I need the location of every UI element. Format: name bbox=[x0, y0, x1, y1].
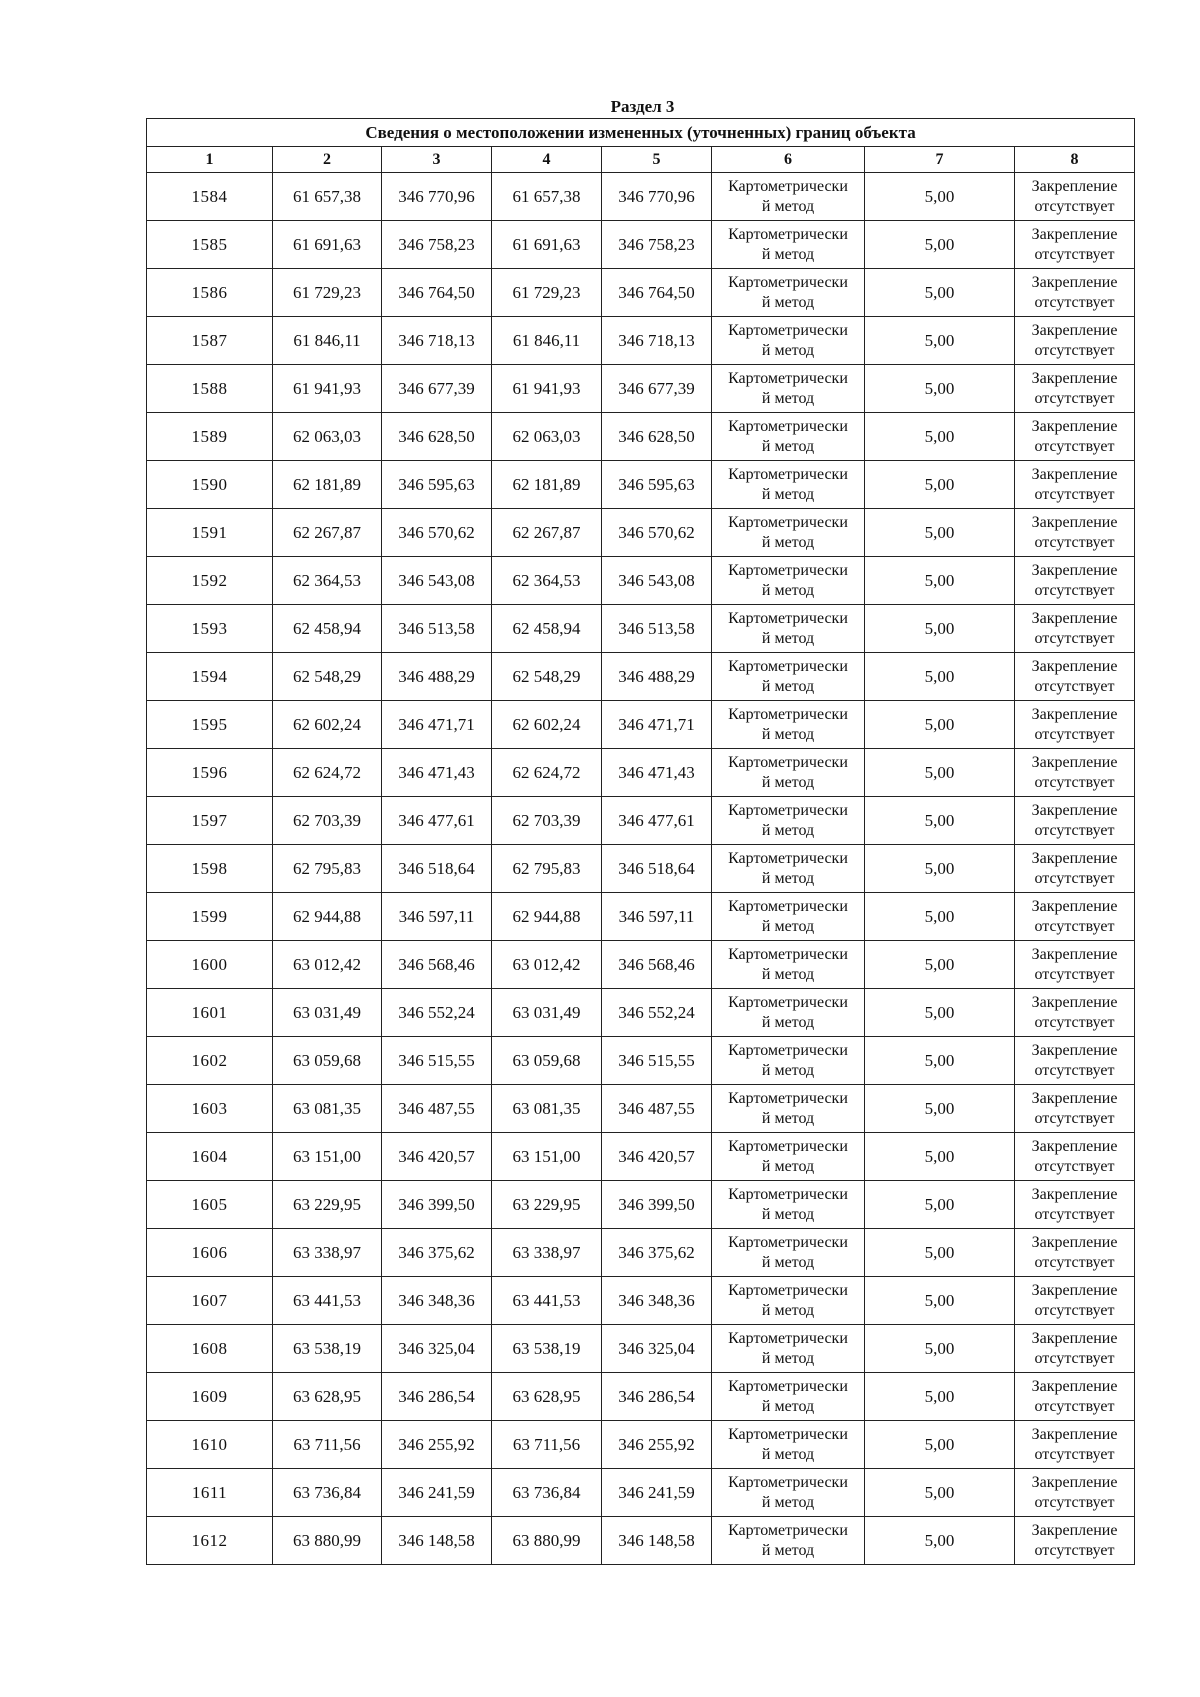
table-cell-col-8: Закрепление отсутствует bbox=[1015, 845, 1135, 893]
table-cell-col-7: 5,00 bbox=[865, 1421, 1015, 1469]
table-cell-col-4: 62 795,83 bbox=[492, 845, 602, 893]
table-cell-col-7: 5,00 bbox=[865, 1085, 1015, 1133]
table-cell-col-6: Картометрически й метод bbox=[712, 1373, 865, 1421]
table-cell-col-8: Закрепление отсутствует bbox=[1015, 701, 1135, 749]
table-cell-col-7: 5,00 bbox=[865, 653, 1015, 701]
table-cell-col-3: 346 148,58 bbox=[382, 1517, 492, 1565]
table-cell-col-7: 5,00 bbox=[865, 509, 1015, 557]
table-cell-col-7: 5,00 bbox=[865, 1133, 1015, 1181]
table-cell-col-4: 63 538,19 bbox=[492, 1325, 602, 1373]
column-number-7: 7 bbox=[865, 147, 1015, 173]
table-cell-col-7: 5,00 bbox=[865, 1229, 1015, 1277]
table-cell-col-6: Картометрически й метод bbox=[712, 221, 865, 269]
table-cell-col-4: 61 941,93 bbox=[492, 365, 602, 413]
table-cell-col-7: 5,00 bbox=[865, 557, 1015, 605]
table-cell-col-2: 62 795,83 bbox=[273, 845, 382, 893]
table-cell-col-7: 5,00 bbox=[865, 1373, 1015, 1421]
table-cell-col-3: 346 677,39 bbox=[382, 365, 492, 413]
table-cell-col-8: Закрепление отсутствует bbox=[1015, 989, 1135, 1037]
table-cell-col-8: Закрепление отсутствует bbox=[1015, 1037, 1135, 1085]
table-cell-col-1: 1594 bbox=[147, 653, 273, 701]
column-number-2: 2 bbox=[273, 147, 382, 173]
table-cell-col-6: Картометрически й метод bbox=[712, 557, 865, 605]
table-cell-col-6: Картометрически й метод bbox=[712, 1421, 865, 1469]
table-cell-col-3: 346 255,92 bbox=[382, 1421, 492, 1469]
table-cell-col-5: 346 677,39 bbox=[602, 365, 712, 413]
table-row bbox=[147, 1421, 1135, 1469]
table-cell-col-8: Закрепление отсутствует bbox=[1015, 413, 1135, 461]
table-cell-col-5: 346 570,62 bbox=[602, 509, 712, 557]
table-cell-col-4: 63 012,42 bbox=[492, 941, 602, 989]
section-title: Раздел 3 bbox=[610, 97, 675, 116]
column-number-5: 5 bbox=[602, 147, 712, 173]
table-cell-col-5: 346 515,55 bbox=[602, 1037, 712, 1085]
table-cell-col-5: 346 348,36 bbox=[602, 1277, 712, 1325]
table-cell-col-1: 1600 bbox=[147, 941, 273, 989]
column-number-row bbox=[147, 147, 1135, 173]
table-cell-col-8: Закрепление отсутствует bbox=[1015, 461, 1135, 509]
table-cell-col-7: 5,00 bbox=[865, 1325, 1015, 1373]
table-cell-col-5: 346 487,55 bbox=[602, 1085, 712, 1133]
table-cell-col-1: 1589 bbox=[147, 413, 273, 461]
table-cell-col-3: 346 477,61 bbox=[382, 797, 492, 845]
table-cell-col-4: 63 151,00 bbox=[492, 1133, 602, 1181]
table-cell-col-2: 61 691,63 bbox=[273, 221, 382, 269]
table-cell-col-4: 63 059,68 bbox=[492, 1037, 602, 1085]
table-cell-col-5: 346 597,11 bbox=[602, 893, 712, 941]
table-cell-col-2: 62 602,24 bbox=[273, 701, 382, 749]
table-row bbox=[147, 317, 1135, 365]
table-body bbox=[147, 173, 1135, 1565]
table-cell-col-6: Картометрически й метод bbox=[712, 605, 865, 653]
table-cell-col-5: 346 595,63 bbox=[602, 461, 712, 509]
table-cell-col-3: 346 375,62 bbox=[382, 1229, 492, 1277]
table-cell-col-7: 5,00 bbox=[865, 989, 1015, 1037]
table-cell-col-5: 346 471,71 bbox=[602, 701, 712, 749]
table-cell-col-4: 61 729,23 bbox=[492, 269, 602, 317]
table-cell-col-3: 346 515,55 bbox=[382, 1037, 492, 1085]
table-cell-col-6: Картометрически й метод bbox=[712, 941, 865, 989]
table-cell-col-7: 5,00 bbox=[865, 1469, 1015, 1517]
table-cell-col-4: 62 267,87 bbox=[492, 509, 602, 557]
table-cell-col-7: 5,00 bbox=[865, 173, 1015, 221]
table-cell-col-3: 346 241,59 bbox=[382, 1469, 492, 1517]
table-cell-col-6: Картометрически й метод bbox=[712, 317, 865, 365]
column-number-6: 6 bbox=[712, 147, 865, 173]
table-cell-col-3: 346 764,50 bbox=[382, 269, 492, 317]
table-cell-col-4: 63 441,53 bbox=[492, 1277, 602, 1325]
table-cell-col-7: 5,00 bbox=[865, 941, 1015, 989]
table-cell-col-3: 346 570,62 bbox=[382, 509, 492, 557]
table-cell-col-5: 346 770,96 bbox=[602, 173, 712, 221]
table-cell-col-2: 61 941,93 bbox=[273, 365, 382, 413]
table-cell-col-6: Картометрически й метод bbox=[712, 1325, 865, 1373]
table-cell-col-2: 62 458,94 bbox=[273, 605, 382, 653]
table-cell-col-7: 5,00 bbox=[865, 317, 1015, 365]
table-cell-col-8: Закрепление отсутствует bbox=[1015, 1325, 1135, 1373]
table-cell-col-2: 63 628,95 bbox=[273, 1373, 382, 1421]
table-cell-col-1: 1609 bbox=[147, 1373, 273, 1421]
table-cell-col-4: 63 081,35 bbox=[492, 1085, 602, 1133]
table-cell-col-8: Закрепление отсутствует bbox=[1015, 173, 1135, 221]
table-row bbox=[147, 1229, 1135, 1277]
table-cell-col-2: 63 736,84 bbox=[273, 1469, 382, 1517]
table-cell-col-2: 63 538,19 bbox=[273, 1325, 382, 1373]
table-cell-col-1: 1590 bbox=[147, 461, 273, 509]
column-number-8: 8 bbox=[1015, 147, 1135, 173]
table-cell-col-3: 346 487,55 bbox=[382, 1085, 492, 1133]
table-cell-col-8: Закрепление отсутствует bbox=[1015, 1373, 1135, 1421]
table-cell-col-3: 346 770,96 bbox=[382, 173, 492, 221]
table-cell-col-5: 346 241,59 bbox=[602, 1469, 712, 1517]
table-cell-col-4: 63 338,97 bbox=[492, 1229, 602, 1277]
table-cell-col-1: 1592 bbox=[147, 557, 273, 605]
table-cell-col-5: 346 513,58 bbox=[602, 605, 712, 653]
table-cell-col-1: 1597 bbox=[147, 797, 273, 845]
table-cell-col-2: 62 063,03 bbox=[273, 413, 382, 461]
table-cell-col-7: 5,00 bbox=[865, 893, 1015, 941]
table-cell-col-6: Картометрически й метод bbox=[712, 989, 865, 1037]
table-cell-col-8: Закрепление отсутствует bbox=[1015, 1133, 1135, 1181]
table-cell-col-6: Картометрически й метод bbox=[712, 1277, 865, 1325]
table-cell-col-6: Картометрически й метод bbox=[712, 893, 865, 941]
table-cell-col-8: Закрепление отсутствует bbox=[1015, 269, 1135, 317]
table-cell-col-7: 5,00 bbox=[865, 365, 1015, 413]
table-row bbox=[147, 1325, 1135, 1373]
table-cell-col-2: 63 441,53 bbox=[273, 1277, 382, 1325]
table-cell-col-6: Картометрически й метод bbox=[712, 1085, 865, 1133]
table-cell-col-8: Закрепление отсутствует bbox=[1015, 893, 1135, 941]
table-cell-col-5: 346 543,08 bbox=[602, 557, 712, 605]
table-cell-col-6: Картометрически й метод bbox=[712, 797, 865, 845]
table-row bbox=[147, 1469, 1135, 1517]
table-cell-col-1: 1591 bbox=[147, 509, 273, 557]
table-row bbox=[147, 557, 1135, 605]
table-cell-col-7: 5,00 bbox=[865, 413, 1015, 461]
table-cell-col-8: Закрепление отсутствует bbox=[1015, 941, 1135, 989]
table-cell-col-8: Закрепление отсутствует bbox=[1015, 557, 1135, 605]
table-cell-col-2: 62 267,87 bbox=[273, 509, 382, 557]
table-cell-col-3: 346 543,08 bbox=[382, 557, 492, 605]
table-cell-col-3: 346 597,11 bbox=[382, 893, 492, 941]
table-cell-col-3: 346 471,71 bbox=[382, 701, 492, 749]
table-cell-col-7: 5,00 bbox=[865, 1037, 1015, 1085]
table-cell-col-8: Закрепление отсутствует bbox=[1015, 1277, 1135, 1325]
table-cell-col-5: 346 488,29 bbox=[602, 653, 712, 701]
table-cell-col-4: 62 624,72 bbox=[492, 749, 602, 797]
table-cell-col-8: Закрепление отсутствует bbox=[1015, 797, 1135, 845]
table-cell-col-2: 63 059,68 bbox=[273, 1037, 382, 1085]
table-caption: Сведения о местоположении измененных (уточненных) границ объекта bbox=[147, 119, 1135, 147]
table-cell-col-1: 1601 bbox=[147, 989, 273, 1037]
table-cell-col-2: 61 846,11 bbox=[273, 317, 382, 365]
table-row bbox=[147, 365, 1135, 413]
table-cell-col-4: 62 063,03 bbox=[492, 413, 602, 461]
table-row bbox=[147, 461, 1135, 509]
table-row bbox=[147, 989, 1135, 1037]
table-cell-col-1: 1608 bbox=[147, 1325, 273, 1373]
table-cell-col-5: 346 628,50 bbox=[602, 413, 712, 461]
table-cell-col-2: 63 880,99 bbox=[273, 1517, 382, 1565]
table-cell-col-3: 346 399,50 bbox=[382, 1181, 492, 1229]
table-row bbox=[147, 653, 1135, 701]
table-cell-col-5: 346 518,64 bbox=[602, 845, 712, 893]
table-cell-col-7: 5,00 bbox=[865, 1277, 1015, 1325]
table-cell-col-8: Закрепление отсутствует bbox=[1015, 653, 1135, 701]
table-cell-col-1: 1599 bbox=[147, 893, 273, 941]
table-cell-col-1: 1612 bbox=[147, 1517, 273, 1565]
table-cell-col-5: 346 758,23 bbox=[602, 221, 712, 269]
table-cell-col-2: 62 548,29 bbox=[273, 653, 382, 701]
table-cell-col-4: 63 628,95 bbox=[492, 1373, 602, 1421]
table-cell-col-8: Закрепление отсутствует bbox=[1015, 365, 1135, 413]
table-cell-col-2: 63 338,97 bbox=[273, 1229, 382, 1277]
table-cell-col-8: Закрепление отсутствует bbox=[1015, 1421, 1135, 1469]
table-cell-col-5: 346 568,46 bbox=[602, 941, 712, 989]
table-cell-col-4: 62 458,94 bbox=[492, 605, 602, 653]
table-cell-col-8: Закрепление отсутствует bbox=[1015, 749, 1135, 797]
table-cell-col-5: 346 477,61 bbox=[602, 797, 712, 845]
table-cell-col-8: Закрепление отсутствует bbox=[1015, 605, 1135, 653]
table-cell-col-8: Закрепление отсутствует bbox=[1015, 1469, 1135, 1517]
table-cell-col-1: 1598 bbox=[147, 845, 273, 893]
table-cell-col-3: 346 758,23 bbox=[382, 221, 492, 269]
table-cell-col-6: Картометрически й метод bbox=[712, 413, 865, 461]
table-cell-col-3: 346 488,29 bbox=[382, 653, 492, 701]
table-cell-col-1: 1585 bbox=[147, 221, 273, 269]
table-row bbox=[147, 1373, 1135, 1421]
table-cell-col-2: 62 624,72 bbox=[273, 749, 382, 797]
table-cell-col-4: 62 548,29 bbox=[492, 653, 602, 701]
table-cell-col-7: 5,00 bbox=[865, 461, 1015, 509]
table-cell-col-1: 1586 bbox=[147, 269, 273, 317]
table-row bbox=[147, 413, 1135, 461]
table-cell-col-5: 346 764,50 bbox=[602, 269, 712, 317]
table-cell-col-6: Картометрически й метод bbox=[712, 269, 865, 317]
table-cell-col-3: 346 471,43 bbox=[382, 749, 492, 797]
table-cell-col-3: 346 348,36 bbox=[382, 1277, 492, 1325]
table-cell-col-2: 63 012,42 bbox=[273, 941, 382, 989]
table-cell-col-1: 1595 bbox=[147, 701, 273, 749]
table-cell-col-3: 346 420,57 bbox=[382, 1133, 492, 1181]
table-cell-col-6: Картометрически й метод bbox=[712, 509, 865, 557]
table-cell-col-5: 346 420,57 bbox=[602, 1133, 712, 1181]
table-cell-col-6: Картометрически й метод bbox=[712, 701, 865, 749]
table-cell-col-8: Закрепление отсутствует bbox=[1015, 1181, 1135, 1229]
table-cell-col-1: 1584 bbox=[147, 173, 273, 221]
table-row bbox=[147, 605, 1135, 653]
table-cell-col-1: 1596 bbox=[147, 749, 273, 797]
table-cell-col-2: 63 081,35 bbox=[273, 1085, 382, 1133]
table-cell-col-5: 346 471,43 bbox=[602, 749, 712, 797]
table-cell-col-3: 346 718,13 bbox=[382, 317, 492, 365]
table-cell-col-3: 346 325,04 bbox=[382, 1325, 492, 1373]
table-row bbox=[147, 1037, 1135, 1085]
table-row bbox=[147, 749, 1135, 797]
table-cell-col-4: 63 711,56 bbox=[492, 1421, 602, 1469]
table-cell-col-3: 346 552,24 bbox=[382, 989, 492, 1037]
table-cell-col-6: Картометрически й метод bbox=[712, 1181, 865, 1229]
table-row bbox=[147, 221, 1135, 269]
table-cell-col-1: 1588 bbox=[147, 365, 273, 413]
table-cell-col-8: Закрепление отсутствует bbox=[1015, 509, 1135, 557]
table-row bbox=[147, 701, 1135, 749]
table-cell-col-4: 61 691,63 bbox=[492, 221, 602, 269]
table-cell-col-6: Картометрически й метод bbox=[712, 653, 865, 701]
table-cell-col-6: Картометрически й метод bbox=[712, 1133, 865, 1181]
table-cell-col-2: 62 364,53 bbox=[273, 557, 382, 605]
table-cell-col-7: 5,00 bbox=[865, 1517, 1015, 1565]
table-cell-col-7: 5,00 bbox=[865, 269, 1015, 317]
table-cell-col-7: 5,00 bbox=[865, 797, 1015, 845]
table-cell-col-4: 62 944,88 bbox=[492, 893, 602, 941]
table-cell-col-2: 63 031,49 bbox=[273, 989, 382, 1037]
table-row bbox=[147, 1517, 1135, 1565]
table-row bbox=[147, 1181, 1135, 1229]
table-cell-col-2: 62 181,89 bbox=[273, 461, 382, 509]
table-cell-col-2: 63 711,56 bbox=[273, 1421, 382, 1469]
table-cell-col-4: 61 657,38 bbox=[492, 173, 602, 221]
table-row bbox=[147, 941, 1135, 989]
table-cell-col-7: 5,00 bbox=[865, 701, 1015, 749]
table-row bbox=[147, 173, 1135, 221]
table-row bbox=[147, 269, 1135, 317]
table-cell-col-1: 1605 bbox=[147, 1181, 273, 1229]
table-cell-col-5: 346 286,54 bbox=[602, 1373, 712, 1421]
table-row bbox=[147, 1085, 1135, 1133]
table-cell-col-3: 346 513,58 bbox=[382, 605, 492, 653]
column-number-1: 1 bbox=[147, 147, 273, 173]
table-cell-col-4: 62 364,53 bbox=[492, 557, 602, 605]
table-cell-col-3: 346 286,54 bbox=[382, 1373, 492, 1421]
table-cell-col-7: 5,00 bbox=[865, 749, 1015, 797]
table-row bbox=[147, 797, 1135, 845]
table-cell-col-6: Картометрически й метод bbox=[712, 365, 865, 413]
table-cell-col-1: 1587 bbox=[147, 317, 273, 365]
table-cell-col-6: Картометрически й метод bbox=[712, 1229, 865, 1277]
table-cell-col-8: Закрепление отсутствует bbox=[1015, 1229, 1135, 1277]
table-cell-col-6: Картометрически й метод bbox=[712, 1517, 865, 1565]
table-cell-col-7: 5,00 bbox=[865, 221, 1015, 269]
table-cell-col-3: 346 628,50 bbox=[382, 413, 492, 461]
table-cell-col-1: 1603 bbox=[147, 1085, 273, 1133]
table-cell-col-6: Картометрически й метод bbox=[712, 749, 865, 797]
table-cell-col-8: Закрепление отсутствует bbox=[1015, 1085, 1135, 1133]
table-cell-col-6: Картометрически й метод bbox=[712, 461, 865, 509]
table-cell-col-1: 1593 bbox=[147, 605, 273, 653]
table-cell-col-5: 346 552,24 bbox=[602, 989, 712, 1037]
table-cell-col-5: 346 375,62 bbox=[602, 1229, 712, 1277]
table-cell-col-1: 1602 bbox=[147, 1037, 273, 1085]
table-row bbox=[147, 893, 1135, 941]
column-number-4: 4 bbox=[492, 147, 602, 173]
table-cell-col-5: 346 718,13 bbox=[602, 317, 712, 365]
table-cell-col-6: Картометрически й метод bbox=[712, 845, 865, 893]
table-cell-col-6: Картометрически й метод bbox=[712, 173, 865, 221]
table-cell-col-2: 61 729,23 bbox=[273, 269, 382, 317]
table-cell-col-4: 63 736,84 bbox=[492, 1469, 602, 1517]
table-cell-col-4: 63 031,49 bbox=[492, 989, 602, 1037]
table-cell-col-5: 346 148,58 bbox=[602, 1517, 712, 1565]
table-cell-col-2: 62 703,39 bbox=[273, 797, 382, 845]
table-cell-col-6: Картометрически й метод bbox=[712, 1469, 865, 1517]
table-cell-col-4: 63 229,95 bbox=[492, 1181, 602, 1229]
table-cell-col-2: 63 151,00 bbox=[273, 1133, 382, 1181]
table-cell-col-1: 1606 bbox=[147, 1229, 273, 1277]
table-cell-col-3: 346 595,63 bbox=[382, 461, 492, 509]
table-cell-col-7: 5,00 bbox=[865, 845, 1015, 893]
table-cell-col-2: 63 229,95 bbox=[273, 1181, 382, 1229]
table-cell-col-1: 1607 bbox=[147, 1277, 273, 1325]
column-number-3: 3 bbox=[382, 147, 492, 173]
table-row bbox=[147, 845, 1135, 893]
table-row bbox=[147, 1133, 1135, 1181]
table-cell-col-7: 5,00 bbox=[865, 1181, 1015, 1229]
table-cell-col-7: 5,00 bbox=[865, 605, 1015, 653]
table-cell-col-4: 61 846,11 bbox=[492, 317, 602, 365]
table-cell-col-1: 1610 bbox=[147, 1421, 273, 1469]
table-cell-col-1: 1611 bbox=[147, 1469, 273, 1517]
table-cell-col-3: 346 568,46 bbox=[382, 941, 492, 989]
table-row bbox=[147, 1277, 1135, 1325]
table-cell-col-1: 1604 bbox=[147, 1133, 273, 1181]
table-row bbox=[147, 509, 1135, 557]
table-cell-col-5: 346 255,92 bbox=[602, 1421, 712, 1469]
table-cell-col-6: Картометрически й метод bbox=[712, 1037, 865, 1085]
boundary-coordinates-table bbox=[146, 118, 1135, 1565]
table-cell-col-4: 62 703,39 bbox=[492, 797, 602, 845]
table-cell-col-8: Закрепление отсутствует bbox=[1015, 1517, 1135, 1565]
table-cell-col-4: 63 880,99 bbox=[492, 1517, 602, 1565]
table-cell-col-2: 61 657,38 bbox=[273, 173, 382, 221]
table-cell-col-3: 346 518,64 bbox=[382, 845, 492, 893]
table-cell-col-8: Закрепление отсутствует bbox=[1015, 221, 1135, 269]
table-cell-col-5: 346 399,50 bbox=[602, 1181, 712, 1229]
table-cell-col-4: 62 602,24 bbox=[492, 701, 602, 749]
table-cell-col-2: 62 944,88 bbox=[273, 893, 382, 941]
table-cell-col-5: 346 325,04 bbox=[602, 1325, 712, 1373]
table-cell-col-4: 62 181,89 bbox=[492, 461, 602, 509]
table-cell-col-8: Закрепление отсутствует bbox=[1015, 317, 1135, 365]
table-caption-row bbox=[147, 119, 1135, 147]
